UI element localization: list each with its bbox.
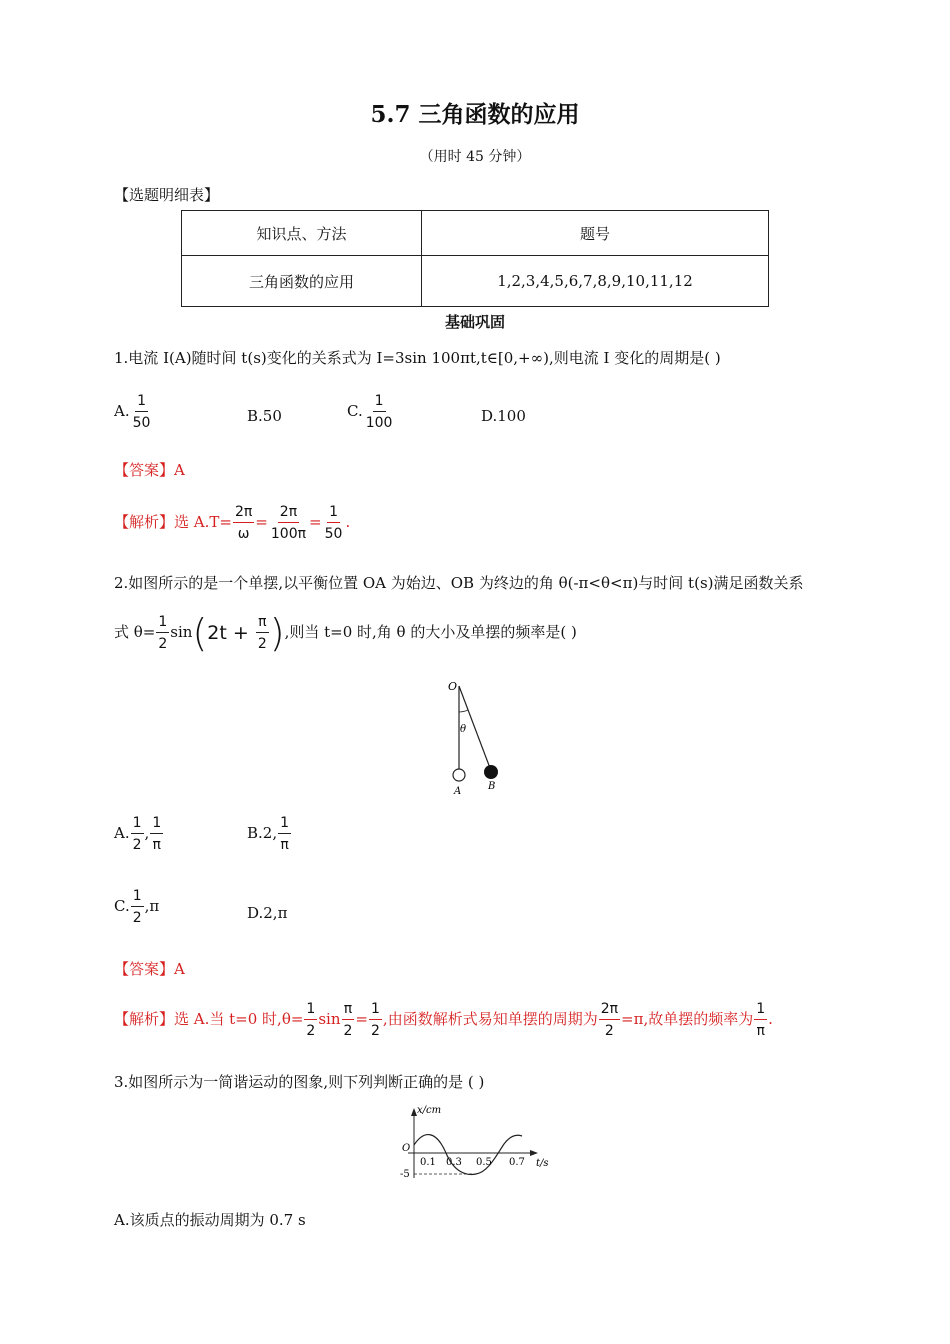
question-1-option-a <box>114 394 153 430</box>
question-1-stem: 1.电流 I(A)随时间 t(s)变化的关系式为 I=3sin 100πt,t∈[0,+∞),则电流 I 变化的周期是( ) <box>114 349 721 367</box>
equals-sign: = <box>255 513 268 531</box>
question-2-stem: 2.如图所示的是一个单摆,以平衡位置 OA 为始边、OB 为终边的角 θ(-π<θ<π)与时间 t(s)满足函数关系 <box>114 574 804 592</box>
left-paren: ( <box>192 611 208 655</box>
option-letter: A. <box>114 402 130 420</box>
y-min-label: -5 <box>400 1169 410 1180</box>
question-2-option-d: D.2,π <box>247 904 288 922</box>
question-1-answer: 【答案】A <box>114 461 185 479</box>
x-tick-label: 0.1 <box>420 1157 436 1168</box>
bob-a <box>453 769 465 781</box>
fraction: $\frac{2\pi}{2}$ <box>600 1001 619 1039</box>
label-o: O <box>448 680 458 693</box>
question-1-option-b: B.50 <box>247 407 282 425</box>
period: . <box>768 1010 773 1028</box>
table-header-row <box>182 211 769 256</box>
analysis-text: ,由函数解析式易知单摆的周期为 <box>382 1010 598 1028</box>
option-letter: A. <box>114 824 130 842</box>
fraction: $\frac{1}{\pi}$ <box>756 1001 766 1039</box>
option-letter: C. <box>347 402 363 420</box>
question-2-analysis <box>114 1002 773 1038</box>
page-subtitle: （用时 45 分钟） <box>419 149 531 165</box>
analysis-text: =π,故单摆的频率为 <box>621 1010 754 1028</box>
question-2-option-c <box>114 889 159 925</box>
table-caption: 【选题明细表】 <box>114 186 220 204</box>
question-1-option-d: D.100 <box>481 407 526 425</box>
y-axis-label: x/cm <box>417 1105 442 1116</box>
question-1-analysis <box>114 505 350 541</box>
bob-b <box>484 765 498 779</box>
sin-text: sin <box>170 623 193 641</box>
question-3-stem: 3.如图所示为一简谐运动的图象,则下列判断正确的是 ( ) <box>114 1073 485 1091</box>
fraction: $\frac{\pi}{2}$ <box>343 1001 353 1039</box>
fraction: $\frac{2\pi}{\omega}$ <box>234 504 253 542</box>
fraction: $\frac{1}{2}$ <box>306 1001 316 1039</box>
option-tail: ,π <box>144 897 160 915</box>
fraction: $\frac{1}{50}$ <box>132 393 151 431</box>
x-tick-label: 0.5 <box>476 1157 492 1168</box>
period: . <box>345 513 351 531</box>
fraction: $\frac{2\pi}{100\pi}$ <box>270 504 307 542</box>
equals-sign: = <box>309 513 322 531</box>
analysis-label: 【解析】选 A.当 t=0 时,θ= <box>114 1010 304 1028</box>
x-axis-label: t/s <box>536 1158 549 1169</box>
fraction: $\frac{1}{2}$ <box>132 815 142 853</box>
fraction: $\frac{1}{\pi}$ <box>280 815 290 853</box>
option-letter: B.2, <box>247 824 278 842</box>
question-2-formula-line <box>114 611 577 655</box>
fraction: $\frac{\pi}{2}$ <box>257 614 267 652</box>
table-cell: 1,2,3,4,5,6,7,8,9,10,11,12 <box>422 256 769 307</box>
equals-sign: = <box>355 1010 368 1028</box>
fraction: $\frac{1}{2}$ <box>132 888 142 926</box>
label-theta: θ <box>460 724 467 735</box>
question-1-option-c <box>347 394 395 430</box>
question-2-answer: 【答案】A <box>114 960 185 978</box>
fraction: $\frac{1}{50}$ <box>324 504 343 542</box>
formula-suffix: ,则当 t=0 时,角 θ 的大小及单摆的频率是( ) <box>284 623 577 641</box>
formula-prefix: 式 θ= <box>114 623 156 641</box>
fraction: $\frac{1}{2}$ <box>371 1001 380 1039</box>
table-header-cell: 题号 <box>422 211 769 256</box>
option-letter: C. <box>114 897 130 915</box>
table-header-cell: 知识点、方法 <box>182 211 422 256</box>
harmonic-motion-graph <box>396 1104 556 1186</box>
table-cell: 三角函数的应用 <box>182 256 422 307</box>
origin-label: O <box>402 1143 411 1154</box>
x-axis-arrow <box>530 1150 538 1156</box>
right-paren: ) <box>269 611 285 655</box>
x-tick-label: 0.3 <box>446 1157 462 1168</box>
comma: , <box>144 824 150 842</box>
page-title: 5.7 三角函数的应用 <box>370 101 580 128</box>
analysis-label: 【解析】选 A.T= <box>114 513 232 531</box>
sin-text: sin <box>318 1010 341 1028</box>
table-row <box>182 256 769 307</box>
angle-arc <box>459 710 468 712</box>
fraction: $\frac{1}{100}$ <box>365 393 393 431</box>
section-heading: 基础巩固 <box>444 313 505 331</box>
inner-expression: 2t + <box>207 622 255 644</box>
label-b: B <box>488 781 496 792</box>
x-tick-label: 0.7 <box>509 1157 525 1168</box>
sine-curve <box>414 1135 522 1175</box>
detail-table <box>181 210 769 307</box>
fraction: $\frac{1}{\pi}$ <box>152 815 162 853</box>
question-2-option-b <box>247 816 292 852</box>
label-a: A <box>454 786 462 797</box>
fraction: $\frac{1}{2}$ <box>158 614 168 652</box>
pendulum-figure <box>440 676 510 800</box>
question-3-option-a: A.该质点的振动周期为 0.7 s <box>114 1211 306 1229</box>
question-2-option-a <box>114 816 164 852</box>
